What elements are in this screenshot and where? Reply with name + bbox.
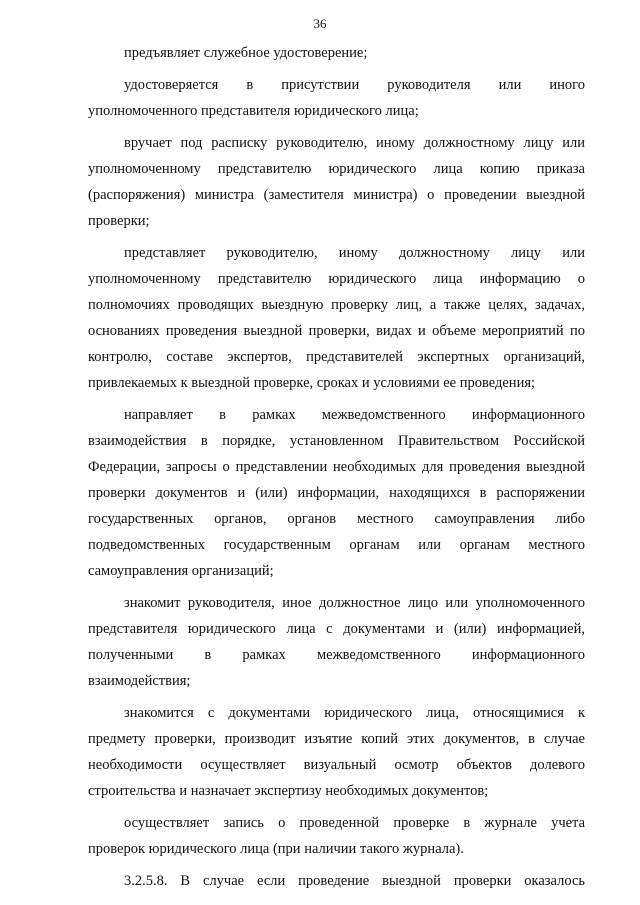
paragraph-line: основаниях проведения выездной проверки, видах и объеме мероприятий по	[88, 323, 585, 339]
paragraph-line: знакомится с документами юридического лица, относящимися к	[124, 705, 585, 721]
page-number: 36	[313, 16, 327, 31]
paragraph-line: представителя юридического лица с документами и (или) информацией,	[88, 621, 585, 637]
paragraph	[88, 590, 585, 694]
paragraph-line: предмету проверки, производит изъятие копий этих документов, в случае	[88, 731, 585, 747]
paragraph-line: вручает под расписку руководителю, иному должностному лицу или	[124, 135, 585, 151]
paragraph-line: Федерации, запросы о представлении необходимых для проведения выездной	[88, 459, 585, 475]
paragraph	[88, 130, 585, 234]
paragraph-line: контролю, составе экспертов, представителей экспертных организаций,	[88, 349, 585, 365]
paragraph-line: необходимости осуществляет визуальный осмотр объектов долевого	[88, 757, 585, 773]
paragraph	[88, 72, 585, 124]
paragraph-line: направляет в рамках межведомственного информационного	[124, 407, 585, 423]
paragraph	[88, 810, 585, 862]
paragraph-line: (распоряжения) министра (заместителя министра) о проведении выездной	[88, 187, 585, 203]
paragraph-line: государственных органов, органов местного самоуправления либо	[88, 511, 585, 527]
paragraph-line: проверок юридического лица (при наличии такого журнала).	[88, 841, 464, 857]
paragraph-line: взаимодействия в порядке, установленном Правительством Российской	[88, 433, 585, 449]
paragraph-line: осуществляет запись о проведенной проверке в журнале учета	[124, 815, 585, 831]
paragraph-line: знакомит руководителя, иное должностное лицо или уполномоченного	[124, 595, 585, 611]
paragraph-line: уполномоченному представителю юридического лица копию приказа	[88, 161, 585, 177]
paragraph-line: предъявляет служебное удостоверение;	[124, 45, 368, 61]
paragraph-line: полномочиях проводящих выездную проверку лиц, а также целях, задачах,	[88, 297, 585, 313]
paragraph-line: удостоверяется в присутствии руководителя или иного	[124, 77, 585, 93]
paragraph-line: привлекаемых к выездной проверке, сроках и условиями ее проведения;	[88, 375, 536, 391]
paragraph-line: проверки;	[88, 213, 150, 229]
document-body	[88, 40, 585, 900]
paragraph	[88, 700, 585, 804]
paragraph-line: полученными в рамках межведомственного информационного	[88, 647, 585, 663]
paragraph-line: взаимодействия;	[88, 673, 191, 689]
paragraph-line: подведомственных государственным органам или органам местного	[88, 537, 585, 553]
paragraph	[88, 240, 585, 396]
paragraph-line: проверки документов и (или) информации, находящихся в распоряжении	[88, 485, 585, 501]
paragraph	[88, 402, 585, 584]
paragraph	[88, 868, 585, 894]
paragraph	[88, 40, 585, 66]
paragraph-line: представляет руководителю, иному должностному лицу или	[124, 245, 585, 261]
paragraph-line: 3.2.5.8. В случае если проведение выездной проверки оказалось	[124, 873, 585, 889]
paragraph-line: строительства и назначает экспертизу необходимых документов;	[88, 783, 489, 799]
paragraph-line: самоуправления организаций;	[88, 563, 274, 579]
paragraph-line: уполномоченного представителя юридического лица;	[88, 103, 419, 119]
paragraph-line: уполномоченному представителю юридического лица информацию о	[88, 271, 585, 287]
